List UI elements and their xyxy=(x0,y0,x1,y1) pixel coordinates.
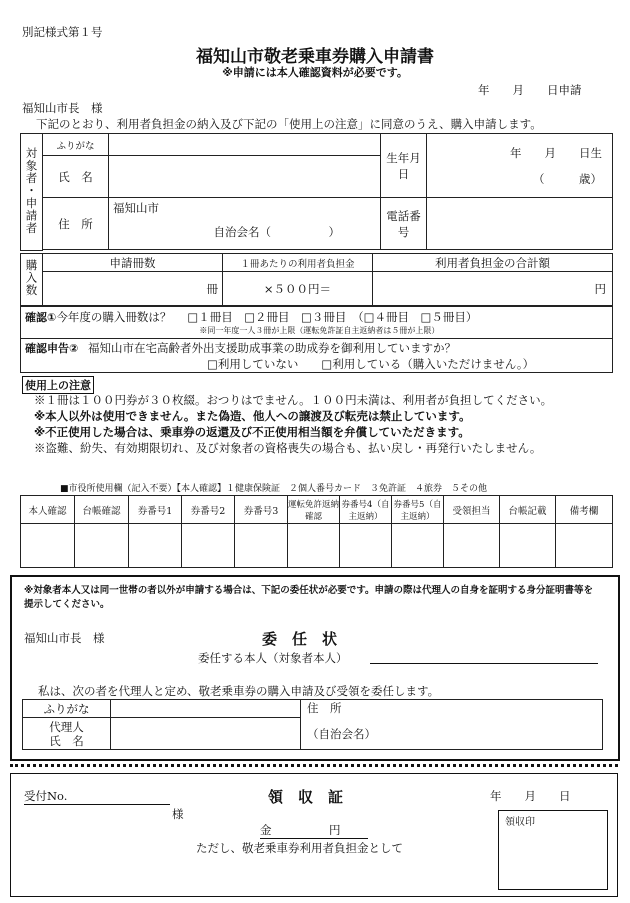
form-number: 別記様式第１号 xyxy=(22,25,103,39)
jichikai-name: 自治会名（ ） xyxy=(213,225,340,239)
note-item: ※本人以外は使用できません。また偽造、他人への譲渡及び転売は禁止しています。 xyxy=(34,409,471,423)
office-header: 券番号1 xyxy=(129,496,182,524)
confirm2-label: 確認申告② xyxy=(25,341,79,355)
purchase-table xyxy=(20,253,613,306)
books-field[interactable] xyxy=(43,272,223,306)
office-cell[interactable] xyxy=(340,524,392,568)
proxy-name-field[interactable] xyxy=(111,718,301,750)
office-cell[interactable] xyxy=(392,524,444,568)
receipt-sama: 様 xyxy=(172,807,184,821)
receipt-stamp-box xyxy=(498,810,608,890)
total-field[interactable] xyxy=(373,272,613,306)
office-table xyxy=(20,495,613,568)
confirm-table xyxy=(20,306,613,373)
receipt-title: 領 収 証 xyxy=(268,788,344,806)
office-cell[interactable] xyxy=(500,524,556,568)
furigana-label: ふりがな xyxy=(43,134,109,156)
note-item: ※不正使用した場合は、乗車券の返還及び不正使用相当額を弁償していただきます。 xyxy=(34,425,470,439)
total-yen: 円 xyxy=(594,281,606,296)
col-books: 申請冊数 xyxy=(43,254,223,272)
form-subtitle: ※申請には本人確認資料が必要です。 xyxy=(222,66,408,79)
furigana-field[interactable] xyxy=(109,134,381,156)
office-header: 備考欄 xyxy=(556,496,613,524)
office-header: 券番号3 xyxy=(235,496,288,524)
proxy-furigana-field[interactable] xyxy=(111,700,301,718)
confirm2-row xyxy=(21,339,613,373)
name-field[interactable] xyxy=(109,156,381,198)
confirm1-label: 確認① xyxy=(25,311,57,324)
agent-label: 代理人 xyxy=(49,719,84,734)
proxy-address-label: 住 所 xyxy=(307,701,342,715)
office-header: 台帳確認 xyxy=(75,496,129,524)
receipt-stamp-label: 領収印 xyxy=(505,817,535,828)
office-cell[interactable] xyxy=(75,524,129,568)
note-item: ※盗難、紛失、有効期限切れ、及び対象者の資格喪失の場合も、払い戻し・再発行いたしません。 xyxy=(34,441,542,455)
form-title: 福知山市敬老乗車券購入申請書 xyxy=(196,47,434,67)
col-total: 利用者負担金の合計額 xyxy=(373,254,613,272)
proxy-jichikai: （自治会名） xyxy=(307,727,376,741)
office-cell[interactable] xyxy=(444,524,500,568)
application-date: 年 月 日申請 xyxy=(478,83,582,97)
col-unit-price: １冊あたりの利用者負担金 xyxy=(223,254,373,272)
office-caption: ■市役所使用欄（記入不要）【本人確認】１健康保険証 ２個人番号カード ３免許証 ４旅券 ５その他 xyxy=(60,484,488,494)
confirm1-row xyxy=(21,307,613,339)
office-cell[interactable] xyxy=(182,524,235,568)
proxy-address-field[interactable] xyxy=(301,700,603,750)
office-cell[interactable] xyxy=(235,524,288,568)
confirm2-options[interactable]: □利用していない □利用している（購入いただけません。） xyxy=(207,356,535,371)
proxy-name-label-cell xyxy=(23,718,111,750)
office-cell[interactable] xyxy=(21,524,75,568)
office-header: 台帳記載 xyxy=(500,496,556,524)
agent-name-label: 氏 名 xyxy=(49,733,84,748)
proxy-table xyxy=(22,699,603,750)
office-cell[interactable] xyxy=(129,524,182,568)
address-label: 住 所 xyxy=(43,198,109,250)
office-cell[interactable] xyxy=(556,524,613,568)
office-cell[interactable] xyxy=(288,524,340,568)
principal-line[interactable] xyxy=(370,663,598,664)
confirm2-question: 福知山市在宅高齢者外出支援助成事業の助成券を御利用していますか？ xyxy=(87,340,456,355)
receipt-number-label: 受付No. xyxy=(24,789,68,803)
receipt-amount[interactable]: 金 円 xyxy=(260,822,368,839)
proxy-notice: ※対象者本人又は同一世帯の者以外が申請する場合は、下記の委任状が必要です。申請の際は代理人の自身を証明する身分証明書等を提示してください。 xyxy=(24,585,593,610)
proxy-title: 委 任 状 xyxy=(262,630,338,648)
confirm1-note: ※同一年度一人３冊が上限（運転免許証自主返納者は５冊が上限） xyxy=(199,326,440,335)
office-header: 運転免許返納確認 xyxy=(288,496,340,524)
books-unit: 冊 xyxy=(206,281,218,296)
purchase-section-label: 購入数 xyxy=(21,254,43,306)
birth-value: 年 月 日生 xyxy=(510,145,602,160)
applicant-table xyxy=(20,133,613,251)
receipt-date: 年 月 日 xyxy=(490,789,571,803)
proxy-addressee: 福知山市長 様 xyxy=(24,631,105,645)
receipt-number[interactable] xyxy=(24,788,170,805)
notes-heading: 使用上の注意 xyxy=(22,376,94,394)
office-header: 券番号2 xyxy=(182,496,235,524)
addressee: 福知山市長 様 xyxy=(22,101,103,115)
receipt-purpose: ただし、敬老乗車券利用者負担金として xyxy=(196,841,403,855)
birth-label: 生年月日 xyxy=(381,134,427,198)
phone-field[interactable] xyxy=(427,198,613,250)
name-label: 氏 名 xyxy=(43,156,109,198)
note-item: ※１冊は１００円券が３０枚綴。おつりはでません。１００円未満は、利用者が負担してください。 xyxy=(34,393,553,407)
birth-field[interactable] xyxy=(427,134,613,198)
office-header: 本人確認 xyxy=(21,496,75,524)
intro-text: 下記のとおり、利用者負担金の納入及び下記の「使用上の注意」に同意のうえ、購入申請します。 xyxy=(36,117,542,131)
proxy-furigana-label: ふりがな xyxy=(23,700,111,718)
address-prefix: 福知山市 xyxy=(113,201,159,215)
notes-list xyxy=(34,392,610,456)
unit-price: ×５００円＝ xyxy=(223,272,373,306)
office-header: 券番号4（自主返納） xyxy=(340,496,392,524)
proxy-statement: 私は、次の者を代理人と定め、敬老乗車券の購入申請及び受領を委任します。 xyxy=(38,684,440,698)
office-header: 受領担当 xyxy=(444,496,500,524)
applicant-section-label: 対象者・申請者 xyxy=(21,134,43,251)
confirm1-options[interactable]: □１冊目 □２冊目 □３冊目 （□４冊目 □５冊目） xyxy=(187,310,478,324)
confirm1-question: 今年度の購入冊数は？ xyxy=(56,310,172,324)
proxy-principal: 委任する本人（対象者本人） xyxy=(198,651,348,665)
address-field[interactable] xyxy=(109,198,381,250)
cut-line xyxy=(10,764,618,767)
office-header: 券番号5（自主返納） xyxy=(392,496,444,524)
phone-label: 電話番号 xyxy=(381,198,427,250)
age-value: （ 歳） xyxy=(533,171,602,186)
